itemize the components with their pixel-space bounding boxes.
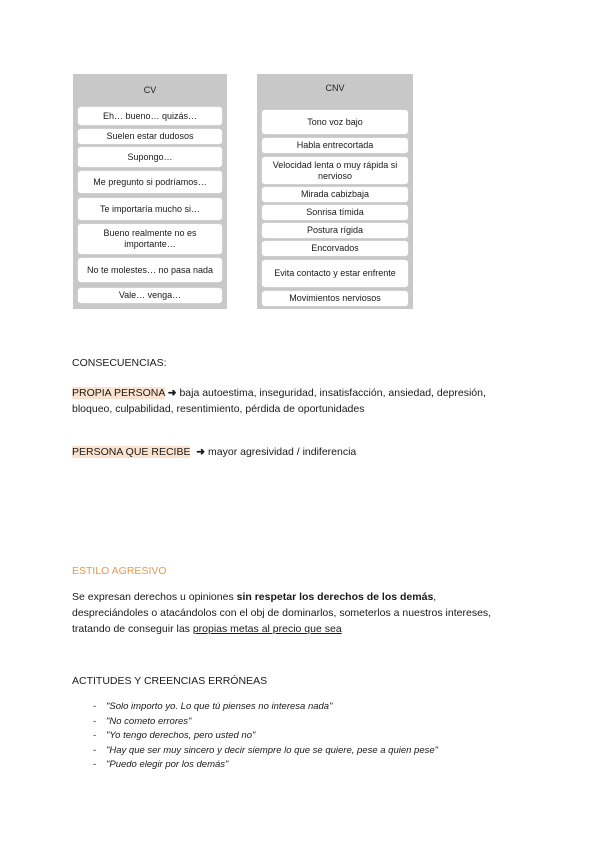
persona-recibe-label: PERSONA QUE RECIBE xyxy=(72,446,191,458)
estilo-agresivo-title: ESTILO AGRESIVO xyxy=(72,565,167,577)
dash: - xyxy=(93,744,97,756)
estilo-line-2: despreciándoles o atacándolos con el obj de dominarlos, someterlos a nuestros intereses, xyxy=(72,607,492,619)
cv-item: No te molestes… no pasa nada xyxy=(78,258,222,282)
list-item xyxy=(93,700,438,715)
cnv-item: Evita contacto y estar enfrente xyxy=(262,260,408,287)
cv-item: Suelen estar dudosos xyxy=(78,129,222,144)
propia-persona-line-1 xyxy=(72,385,486,401)
propia-persona-label: PROPIA PERSONA xyxy=(72,387,165,399)
cv-item: Eh… bueno… quizás… xyxy=(78,107,222,125)
actitudes-list xyxy=(93,700,439,773)
cnv-item: Habla entrecortada xyxy=(262,138,408,153)
list-item-text: "Yo tengo derechos, pero usted no" xyxy=(106,730,256,741)
cv-panel-title: CV xyxy=(143,85,157,95)
cnv-item: Mirada cabizbaja xyxy=(262,187,408,202)
list-item-text: "Puedo elegir por los demás" xyxy=(106,759,229,770)
cv-item: Vale… venga… xyxy=(78,288,222,303)
cnv-panel xyxy=(257,74,413,309)
arrow-icon: ➜ xyxy=(196,446,206,458)
cv-item: Te importaría mucho si… xyxy=(78,198,222,220)
propia-persona-text: baja autoestima, inseguridad, insatisfacción, ansiedad, depresión, xyxy=(179,387,486,399)
cv-item: Supongo… xyxy=(78,147,222,167)
dash: - xyxy=(93,730,97,741)
actitudes-heading: ACTITUDES Y CREENCIAS ERRÓNEAS xyxy=(72,675,268,687)
persona-recibe-line xyxy=(72,444,356,460)
estilo-line-3-underline: propias metas al precio que sea xyxy=(192,623,342,635)
list-item-text: "Hay que ser muy sincero y decir siempre lo que se quiere, pese a quien pese" xyxy=(106,744,439,756)
dash: - xyxy=(93,701,97,712)
cnv-panel-title: CNV xyxy=(325,83,345,93)
estilo-line-3 xyxy=(72,621,342,637)
estilo-line-1-post: , xyxy=(433,591,437,603)
list-item xyxy=(93,758,438,773)
cnv-item: Sonrisa tímida xyxy=(262,205,408,220)
cnv-item: Encorvados xyxy=(262,241,408,256)
propia-persona-line-2: bloqueo, culpabilidad, resentimiento, pérdida de oportunidades xyxy=(72,403,365,415)
consecuencias-heading: CONSECUENCIAS: xyxy=(72,357,167,369)
cnv-item: Velocidad lenta o muy rápida si nervioso xyxy=(262,157,408,184)
list-item xyxy=(93,729,438,744)
list-item xyxy=(93,715,438,730)
estilo-line-1 xyxy=(72,589,436,605)
list-item-text: "Solo importo yo. Lo que tú pienses no interesa nada" xyxy=(106,701,333,712)
cv-item: Bueno realmente no es importante… xyxy=(78,224,222,254)
cnv-item: Postura rígida xyxy=(262,223,408,238)
cv-item: Me pregunto si podríamos… xyxy=(78,171,222,193)
cnv-item: Movimientos nerviosos xyxy=(262,291,408,306)
estilo-line-1-pre: Se expresan derechos u opiniones xyxy=(72,591,237,603)
arrow-icon: ➜ xyxy=(167,387,177,399)
estilo-line-3-pre: tratando de conseguir las xyxy=(72,623,193,635)
list-item xyxy=(93,744,439,759)
cv-panel xyxy=(73,74,227,309)
estilo-line-1-bold: sin respetar los derechos de los demás xyxy=(236,591,434,603)
cnv-item: Tono voz bajo xyxy=(262,110,408,134)
dash: - xyxy=(93,759,97,770)
dash: - xyxy=(93,715,97,727)
list-item-text: "No cometo errores" xyxy=(106,715,192,727)
persona-recibe-text: mayor agresividad / indiferencia xyxy=(208,446,357,458)
